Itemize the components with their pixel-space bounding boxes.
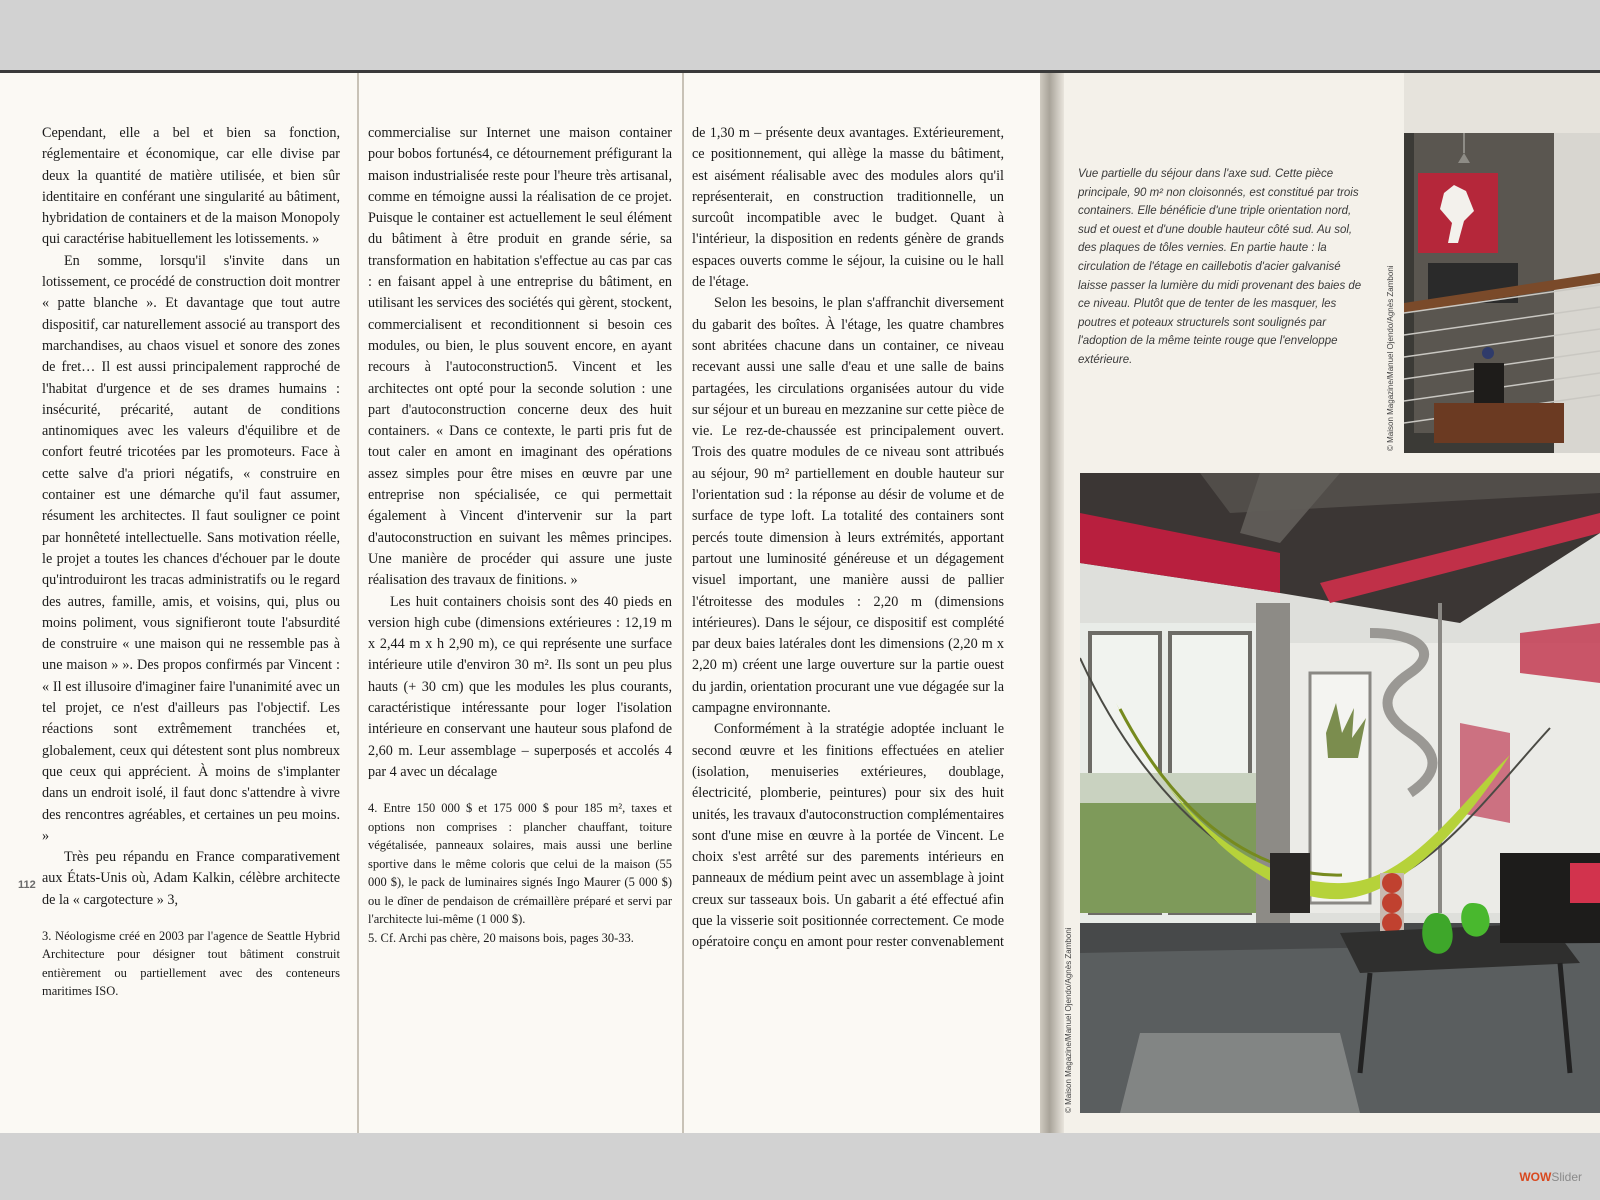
- text-column-2: [368, 123, 672, 947]
- paragraph: Conformément à la stratégie adoptée incluant le second œuvre et les finitions effectuées en atelier (isolation, menuiseries extérieures, doublage, électricité, plomberie, peintures) pour six des huit unités, les travaux d'autoconstruction complémentaires sont d'une mise en œuvre à la portée de Vincent. Le choix s'est arrêté sur des parements intérieurs en panneaux de médium peint avec un assemblage à joint creux sur tasseaux bois. Un gabarit a été effectué afin que la visserie soit positionnée correctement. Ce mode opératoire conçu en amont pour rester convenablement: [692, 721, 1004, 951]
- page-number: 112: [18, 879, 36, 891]
- living-room-photo: [1080, 473, 1600, 1113]
- watermark-brand: WOW: [1519, 1170, 1552, 1184]
- column-rule: [357, 73, 359, 1133]
- paragraph: Les huit containers choisis sont des 40 pieds en version high cube (dimensions extérieures : 12,19 m x 2,44 m x h 2,90 m), ce qui représente une surface intérieure utile d'environ 30 m². Ils sont un peu plus hauts (+ 30 cm) que les modules les plus courants, caractéristique intéressante pour loger l'isolation intérieure en conservant une hauteur sous plafond de 2,60 m. Leur assemblage – superposés et accolés 4 par 4 avec un décalage: [368, 593, 672, 780]
- photo-caption: Vue partielle du séjour dans l'axe sud. Cette pièce principale, 90 m² non cloisonnés, est constitué par trois containers. Elle bénéficie d'une triple orientation nord, sud et ouest et d'une double hauteur côté sud. Au sol, des plaques de tôles vernies. En partie haute : la circulation de l'étage en caillebotis d'acier galvanisé laisse passer la lumière du midi provenant des baies de ce niveau. Plutôt que de tenter de les masquer, les poutres et poteaux structurels sont soulignés par l'adoption de la même teinte rouge que l'enveloppe extérieure.: [1078, 168, 1362, 366]
- paragraph: Cependant, elle a bel et bien sa fonction, réglementaire et économique, car elle divise par deux la quantité de matière utilisée, et bien sûr identitaire en conférant une singularité au bâtiment, hybridation de containers et de la maison Monopoly qui caractérise habituellement les lotissements. »: [42, 125, 340, 248]
- paragraph: commercialise sur Internet une maison container pour bobos fortunés4, ce détournement préfigurant la maison industrialisée reste pour l'heure très artisanal, comme en témoigne aussi la réalisation de ce projet. Puisque le container est actuellement le seul élément du bâtiment à être produit en grande série, sa transformation en habitation s'effectue au cas par cas : en faisant appel à une entreprise du bâtiment, en utilisant les services des sociétés qui gèrent, stockent, commercialisent et reconditionnent si besoin ces modules, ou bien, le plus souvent encore, en ayant recours à l'autoconstruction5. Vincent et les architectes ont opté pour la seconde solution : une part d'autoconstruction concerne deux des huit containers. « Dans ce contexte, le parti pris fut de tout caler en amont en imaginant des opérations assez simples pour être mises en œuvre par une entreprise non spécialisée, ce qui permettait également à Vincent d'intervenir sur la part d'autoconstruction en suivant les mêmes principes. Une manière de procéder qui assure une juste réalisation des travaux de finitions. »: [368, 125, 672, 589]
- mezzanine-photo: [1404, 73, 1600, 453]
- column-rule: [682, 73, 684, 1133]
- paragraph: En somme, lorsqu'il s'invite dans un lotissement, ce procédé de construction doit montrer « patte blanche ». Et davantage que tout autre dispositif, car naturellement associé au transport des marchandises, au chaos visuel et sonore des zones de fret… Il est aussi principalement rapproché de l'habitat d'urgence et de ses drames humains : insécurité, précarité, autant de conditions antinomiques avec les valeurs d'équilibre et de confort feutré tricotées par les promoteurs. Face à cette salve d'a priori négatifs, « construire en container est une démarche qu'il faut assumer, résument les architectes. Il faut souligner ce point par honnêteté intellectuelle. Sans motivation réelle, le projet a toutes les chances d'échouer par le doute qu'introduiront les tracas administratifs ou le regard des autres, famille, amis, et voisins, qui, plus ou moins poliment, vous signifieront toute l'absurdité de construire « une maison qui ne ressemble pas à une maison » ». Des propos confirmés par Vincent : « Il est illusoire d'imaginer faire l'unanimité avec un tel projet, ce n'est d'ailleurs pas l'objectif. Les réactions sont extrêmement tranchées et, globalement, ceux qui détestent sont plus nombreux que ceux qui apprécient. À moins de s'implanter dans un endroit isolé, il faut donc s'attendre à vivre des rencontres agréables, et certaines un peu moins. »: [42, 252, 340, 844]
- slider-watermark: [1519, 1170, 1582, 1184]
- text-column-3: [692, 123, 1004, 954]
- watermark-suffix: Slider: [1551, 1170, 1582, 1184]
- paragraph: Selon les besoins, le plan s'affranchit diversement du gabarit des boîtes. À l'étage, les quatre chambres sont abritées chacune dans un container, ce niveau recevant aussi une salle d'eau et une salle de bains partagées, les circulations organisées autour du vide sur séjour et un bureau en mezzanine sur cette pièce de vie. Le rez-de-chaussée est principalement ouvert. Trois des quatre modules de ce niveau sont attribués au séjour, 90 m² partiellement en double hauteur sur l'orientation sud : la réponse au désir de volume et de surface de type loft. La totalité des containers sont percés toute dimension à leurs extrémités, apportant partout une luminosité généreuse et un dégagement visuel important, une manière aussi de pallier l'étroitesse des modules : 2,20 m (dimensions intérieures). Dans le séjour, ce dispositif est complété par deux baies latérales dont les dimensions (2,20 m x 2,20 m) créent une large ouverture sur la partie ouest du jardin, orientation procurant une vue dégagée sur la campagne environnante.: [692, 295, 1004, 717]
- footnote: 4. Entre 150 000 $ et 175 000 $ pour 185 m², taxes et options non comprises : plancher chauffant, toiture végétalisée, panneaux solaires, mais aussi une berline sportive dans le même coloris que celui de la maison (55 000 $), le pack de luminaires signés Ingo Maurer (5 000 $) ou le dîner de pendaison de crémaillère préparé et servi par l'architecte lui-même (1 000 $).: [368, 801, 672, 927]
- footnote: 3. Néologisme créé en 2003 par l'agence de Seattle Hybrid Architecture pour désigner tout bâtiment construit entièrement ou partiellement avec des conteneurs maritimes ISO.: [42, 928, 340, 999]
- footnote: 5. Cf. Archi pas chère, 20 maisons bois, pages 30-33.: [368, 930, 634, 945]
- paragraph: Très peu répandu en France comparativement aux États-Unis où, Adam Kalkin, célèbre architecte de la « cargotecture » 3,: [42, 849, 340, 908]
- photo-credit: © Maison Magazine/Manuel Ojendo/Agnès Zamboni: [1064, 927, 1073, 1113]
- magazine-spread: [0, 70, 1600, 1133]
- page-gutter: [1040, 73, 1064, 1133]
- paragraph: de 1,30 m – présente deux avantages. Extérieurement, ce positionnement, qui allège la masse du bâtiment, est aisément réalisable avec des modules alors qu'il représenterait, en construction traditionnelle, un surcoût incompatible avec le budget. Quant à l'intérieur, la disposition en redents génère de grands espaces ouverts comme le séjour, la cuisine ou le hall de l'étage.: [692, 125, 1004, 291]
- photo-credit: © Maison Magazine/Manuel Ojendo/Agnès Zamboni: [1386, 265, 1395, 451]
- text-column-1: [42, 123, 340, 1001]
